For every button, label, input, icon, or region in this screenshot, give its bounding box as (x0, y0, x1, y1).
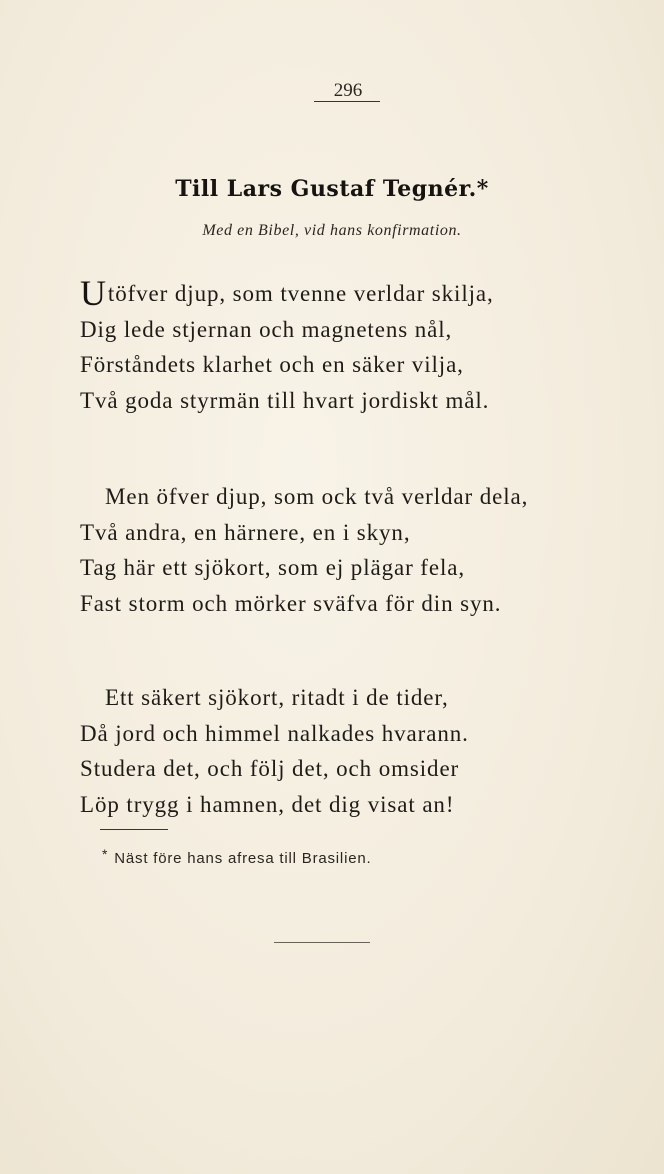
poem-subtitle: Med en Bibel, vid hans konfirmation. (202, 222, 462, 239)
poem-line: Men öfver djup, som ock två verldar dela, (105, 484, 529, 509)
drop-cap: U (80, 273, 107, 313)
poem-line (80, 273, 640, 313)
poem-line: Ett säkert sjökort, ritadt i de tider, (105, 685, 449, 710)
stanza-1 (80, 273, 640, 418)
stanza-3 (80, 680, 640, 822)
poem-line: Löp trygg i hamnen, det dig visat an! (80, 791, 455, 817)
poem-line: Två andra, en härnere, en i skyn, (80, 519, 411, 545)
poem-line: Studera det, och följ det, och omsider (80, 756, 460, 781)
poem-line-text: töfver djup, som tvenne verldar skilja, (107, 281, 494, 306)
poem-line: Dig lede stjernan och magnetens nål, (80, 316, 453, 342)
poem-line: Då jord och himmel nalkades hvarann. (80, 720, 469, 746)
footnote (102, 846, 371, 867)
footnote-marker: * (102, 846, 109, 862)
poem-line: Förståndets klarhet och en säker vilja, (80, 352, 464, 377)
poem-line: Två goda styrmän till hvart jordiskt mål. (80, 387, 490, 413)
page-number: 296 (333, 80, 363, 101)
poem-line: Fast storm och mörker sväfva för din syn. (80, 590, 502, 616)
page-number-underline (314, 101, 380, 102)
section-end-rule (274, 942, 370, 943)
footnote-text: Näst före hans afresa till Brasilien. (114, 850, 372, 867)
poem-line: Tag här ett sjökort, som ej plägar fela, (80, 555, 466, 580)
stanza-2 (80, 479, 640, 621)
footnote-divider (100, 829, 168, 830)
poem-title: Till Lars Gustaf Tegnér.* (175, 176, 489, 202)
